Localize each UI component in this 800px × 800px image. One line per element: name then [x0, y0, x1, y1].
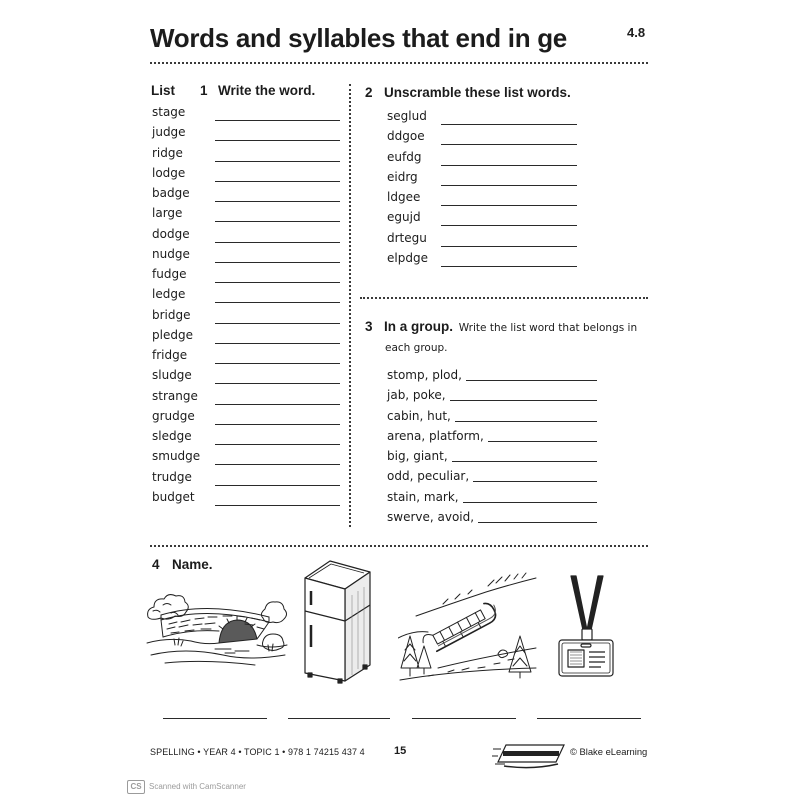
group-list: [387, 365, 597, 527]
list-word: sledge: [152, 429, 192, 443]
list-word: ledge: [152, 287, 186, 302]
list-word: ridge: [152, 145, 183, 160]
list-word: fridge: [152, 348, 188, 362]
scrambled-row: [387, 167, 579, 187]
section-number: 4: [152, 557, 160, 572]
list-word: budget: [152, 489, 195, 504]
answer-line: [473, 481, 597, 482]
instruction-text: Write the list word that belongs in: [458, 322, 638, 334]
word-row: [152, 224, 342, 244]
scrambled-row: [387, 207, 579, 227]
answer-line: [215, 161, 340, 162]
word-row: [152, 284, 342, 304]
answer-line: [463, 502, 597, 503]
scrambled-word: elpdge: [387, 251, 428, 266]
group-words: arena, platform,: [387, 428, 484, 443]
bridge-icon: [145, 585, 290, 667]
instruction-text: each group.: [385, 342, 448, 354]
section-number: 2: [365, 85, 373, 100]
section-divider: [150, 62, 648, 64]
answer-line: [441, 165, 577, 166]
sledge-icon: [398, 572, 538, 684]
scrambled-word: ddgoe: [387, 129, 425, 144]
list-word: stage: [152, 105, 186, 119]
group-words: stain, mark,: [387, 489, 459, 504]
answer-line: [288, 718, 390, 719]
list-word: judge: [152, 125, 186, 140]
answer-line: [215, 424, 340, 425]
scrambled-word: ldgee: [387, 190, 421, 205]
section-heading: Unscramble these list words.: [384, 85, 571, 100]
answer-line: [441, 246, 577, 247]
list-word: strange: [152, 388, 198, 403]
word-row: [152, 203, 342, 223]
answer-line: [215, 404, 340, 405]
answer-line: [215, 343, 340, 344]
word-list: [152, 102, 342, 507]
lesson-code: 4.8: [627, 25, 646, 40]
group-row: [387, 446, 597, 466]
list-word: dodge: [152, 226, 190, 241]
answer-line: [215, 444, 340, 445]
scrambled-word: eufdg: [387, 149, 422, 164]
group-row: [387, 365, 597, 385]
section-divider: [150, 545, 648, 547]
series-info: SPELLING • YEAR 4 • TOPIC 1 • 978 1 74215 437 4: [150, 747, 365, 757]
fridge-icon: [300, 555, 376, 685]
section-divider: [360, 297, 648, 299]
section-heading: Name.: [172, 557, 213, 572]
list-word: pledge: [152, 327, 193, 342]
answer-line: [215, 120, 340, 121]
group-words: big, giant,: [387, 449, 448, 464]
word-row: [152, 325, 342, 345]
section-heading: In a group.: [384, 319, 453, 334]
word-row: [152, 345, 342, 365]
list-word: badge: [152, 186, 190, 200]
answer-line: [441, 205, 577, 206]
answer-line: [441, 144, 577, 145]
answer-line: [215, 505, 340, 506]
scrambled-word: seglud: [387, 109, 427, 123]
answer-line: [478, 522, 597, 523]
badge-icon: [555, 572, 617, 678]
answer-line: [455, 421, 597, 422]
scrambled-row: [387, 126, 579, 146]
scanner-watermark: Scanned with CamScanner: [149, 782, 246, 791]
scrambled-word: egujd: [387, 210, 421, 225]
group-words: odd, peculiar,: [387, 469, 470, 484]
answer-line: [215, 181, 340, 182]
answer-line: [215, 221, 340, 222]
list-word: sludge: [152, 368, 192, 383]
answer-line: [215, 201, 340, 202]
section-number: 3: [365, 319, 373, 334]
list-word: smudge: [152, 449, 201, 464]
publisher-logo: [492, 740, 568, 770]
answer-line: [441, 225, 577, 226]
scrambled-row: [387, 106, 579, 126]
answer-line: [450, 400, 597, 401]
list-word: trudge: [152, 469, 192, 484]
copyright: © Blake eLearning: [570, 746, 648, 757]
word-row: [152, 102, 342, 122]
word-row: [152, 305, 342, 325]
scrambled-word: eidrg: [387, 169, 418, 184]
list-word: grudge: [152, 408, 195, 423]
answer-line: [215, 282, 340, 283]
page-number: 15: [394, 745, 407, 757]
word-row: [152, 426, 342, 446]
list-word: bridge: [152, 307, 191, 322]
page-title: Words and syllables that end in ge: [150, 23, 567, 53]
scrambled-row: [387, 228, 579, 248]
group-row: [387, 426, 597, 446]
answer-line: [452, 461, 597, 462]
column-divider: [349, 84, 351, 527]
word-row: [152, 406, 342, 426]
answer-line: [441, 266, 577, 267]
word-row: [152, 386, 342, 406]
answer-line: [215, 302, 340, 303]
answer-line: [215, 383, 340, 384]
answer-line: [215, 262, 340, 263]
section-number: 1: [200, 83, 208, 98]
list-label: List: [151, 83, 176, 98]
word-row: [152, 244, 342, 264]
group-row: [387, 466, 597, 486]
answer-line: [488, 441, 597, 442]
scrambled-row: [387, 248, 579, 268]
answer-line: [441, 185, 577, 186]
word-row: [152, 487, 342, 507]
section-heading: Write the word.: [218, 83, 316, 98]
group-words: jab, poke,: [387, 388, 446, 403]
group-words: swerve, avoid,: [387, 510, 475, 525]
answer-line: [215, 485, 340, 486]
answer-line: [215, 242, 340, 243]
answer-line: [215, 323, 340, 324]
word-row: [152, 446, 342, 466]
word-row: [152, 163, 342, 183]
group-row: [387, 487, 597, 507]
scrambled-row: [387, 147, 579, 167]
word-row: [152, 467, 342, 487]
list-word: lodge: [152, 165, 186, 180]
scrambled-word: drtegu: [387, 230, 427, 245]
group-words: cabin, hut,: [387, 408, 451, 423]
answer-line: [537, 718, 641, 719]
answer-line: [412, 718, 516, 719]
answer-line: [163, 718, 267, 719]
word-row: [152, 143, 342, 163]
word-row: [152, 365, 342, 385]
camscanner-logo: CS: [127, 780, 145, 794]
group-row: [387, 406, 597, 426]
word-row: [152, 183, 342, 203]
list-word: large: [152, 206, 183, 221]
answer-line: [441, 124, 577, 125]
answer-line: [215, 140, 340, 141]
group-row: [387, 507, 597, 527]
section-heading-line: [384, 319, 637, 336]
answer-line: [215, 363, 340, 364]
group-row: [387, 385, 597, 405]
word-row: [152, 122, 342, 142]
answer-line: [466, 380, 597, 381]
scrambled-row: [387, 187, 579, 207]
list-word: nudge: [152, 246, 190, 261]
list-word: fudge: [152, 267, 187, 281]
word-row: [152, 264, 342, 284]
scrambled-list: [387, 106, 579, 268]
answer-line: [215, 464, 340, 465]
group-words: stomp, plod,: [387, 368, 462, 382]
